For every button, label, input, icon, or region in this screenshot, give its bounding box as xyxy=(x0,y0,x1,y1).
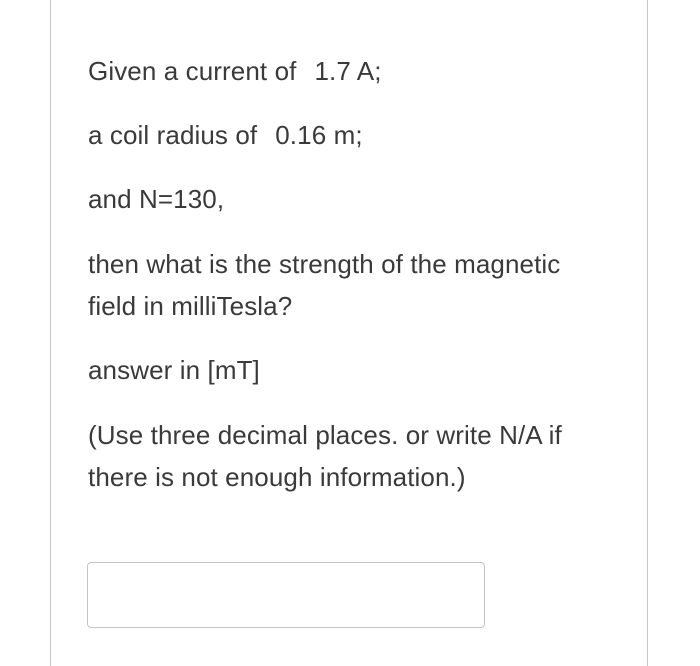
instruction-line-2: there is not enough information.) xyxy=(88,462,466,492)
radius-label: a coil radius of xyxy=(88,120,258,150)
turns-line: and N=130, xyxy=(88,184,225,214)
current-line xyxy=(88,50,382,92)
radius-line xyxy=(88,114,363,156)
instruction-line-1: (Use three decimal places. or write N/A if xyxy=(88,420,562,450)
question-text-line-2: field in milliTesla? xyxy=(88,291,293,321)
current-value: 1.7 A; xyxy=(314,56,382,86)
radius-value: 0.16 m; xyxy=(275,120,363,150)
question-text-line-1: then what is the strength of the magnetic xyxy=(88,249,561,279)
current-label: Given a current of xyxy=(88,56,297,86)
answer-input[interactable] xyxy=(87,562,485,628)
unit-line: answer in [mT] xyxy=(88,355,260,385)
